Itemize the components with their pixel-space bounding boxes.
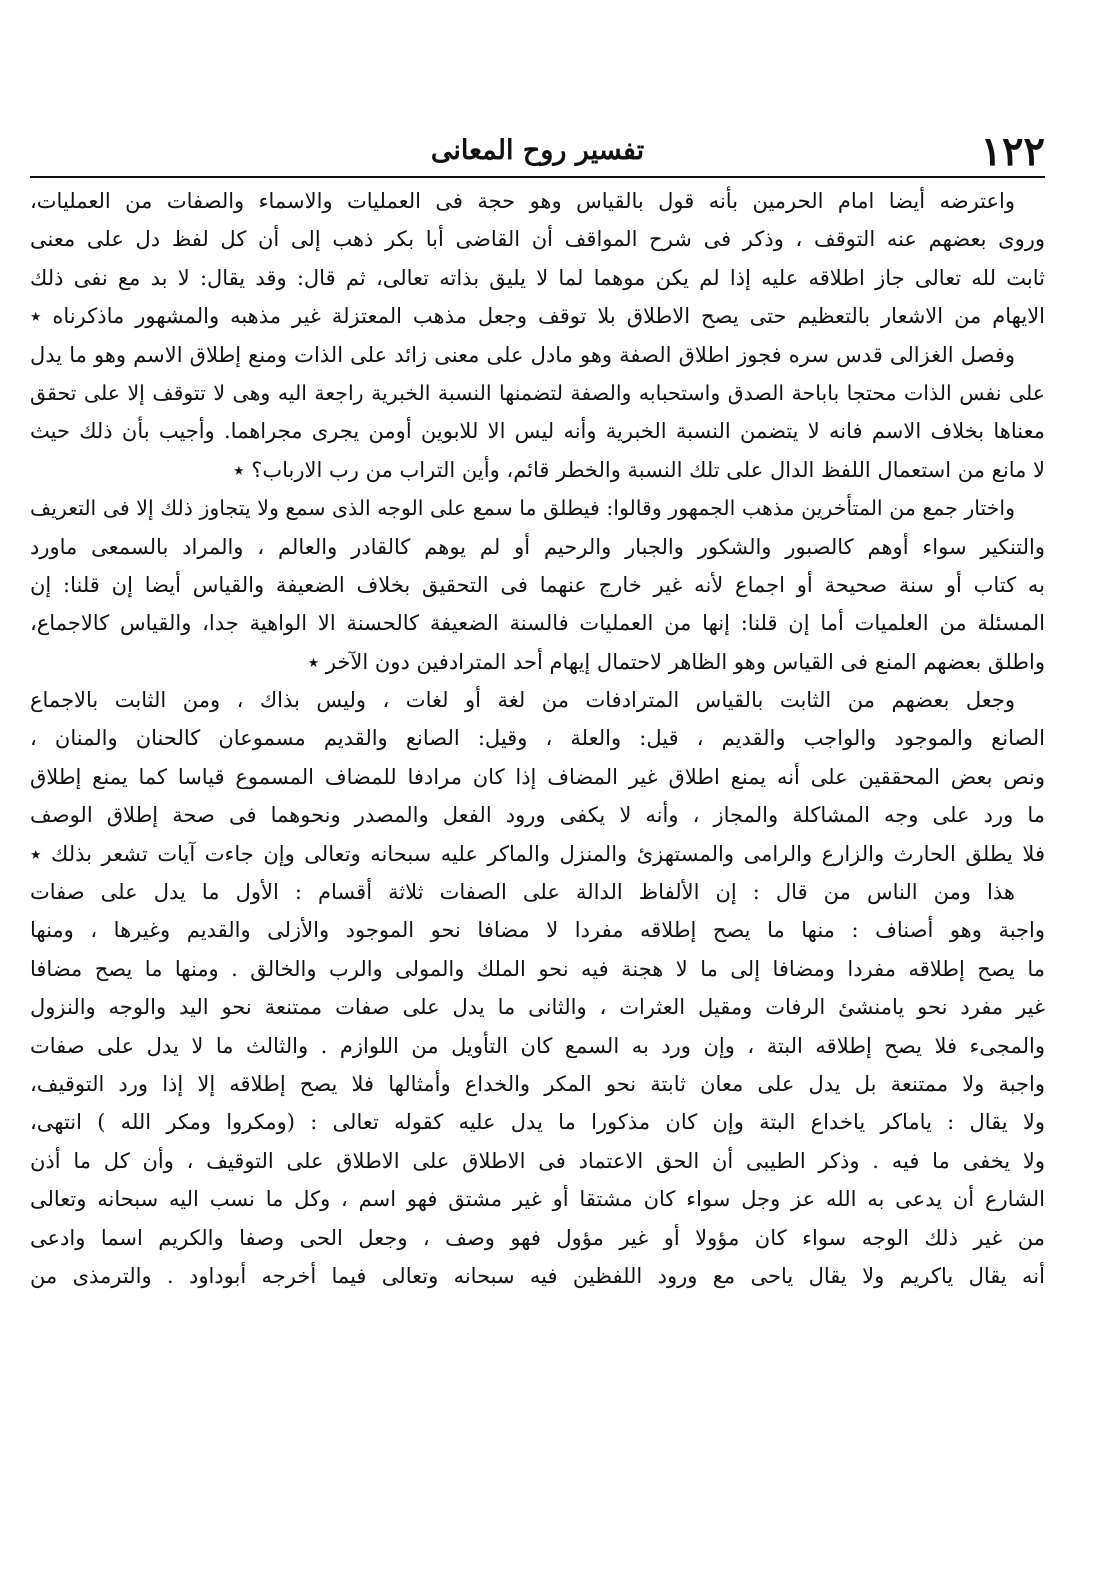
- paragraph: [30, 182, 1045, 336]
- text-line: وفصل الغزالى قدس سره فجوز اطلاق الصفة وهو مادل على معنى زائد على الذات ومنع إطلاق الاسم وهو ما يدل: [30, 342, 1015, 367]
- header-rule: [30, 176, 1045, 178]
- text-line: ما ورد على وجه المشاكلة والمجاز ، وأنه لا يكفى ورود الفعل والمصدر ونحوهما فى صحة إطلاق الوصف: [30, 803, 1045, 828]
- paragraph: [30, 681, 1045, 873]
- text-line: وروى بعضهم عنه التوقف ، وذكر فى شرح المواقف أن القاضى أبا بكر ذهب إلى أن كل لفظ دل على معنى: [30, 227, 1045, 252]
- paragraph: [30, 336, 1045, 490]
- text-line: لا مانع من استعمال اللفظ الدال على تلك النسبة والخطر قائم، وأين التراب من رب الارباب؟ ٭: [233, 457, 1045, 482]
- text-line: من غير ذلك الوجه سواء كان مؤولا أو غير مؤول فهو وصف ، وجعل الحى وصفا والكريم اسما وادعى: [30, 1225, 1045, 1250]
- running-title: تفسير روح المعانى: [430, 135, 645, 166]
- page-header: [30, 128, 1045, 178]
- text-line: وجعل بعضهم من الثابت بالقياس المترادفات من لغة أو لغات ، وليس بذاك ، ومن الثابت بالاجماع: [30, 688, 1015, 713]
- text-line: به كتاب أو سنة صحيحة أو اجماع لأنه غير خارج عنهما فى التحقيق بخلاف الضعيفة والقياس أيضا إن قلنا: إن: [30, 572, 1045, 597]
- text-line: أنه يقال ياكريم ولا يقال ياحى مع ورود اللفظين فيه سبحانه وتعالى فيما أخرجه أبوداود . والترمذى من: [30, 1263, 1045, 1288]
- text-line: واطلق بعضهم المنع فى القياس وهو الظاهر لاحتمال إيهام أحد المترادفين دون الآخر ٭: [307, 649, 1045, 674]
- text-line: غير مفرد نحو يامنشئ الرفات ومقيل العثرات ، والثانى ما يدل على صفات ممتنعة نحو اليد والوجه والنزول: [30, 995, 1045, 1020]
- text-line: الشارع أن يدعى به الله عز وجل سواء كان مشتقا أو غير مشتق فهو اسم ، وكل ما نسب اليه سبحانه وتعالى: [30, 1187, 1045, 1212]
- text-line: هذا ومن الناس من قال : إن الألفاظ الدالة على الصفات ثلاثة أقسام : الأول ما يدل على صفات: [30, 880, 1015, 905]
- text-line: ثابت لله تعالى جاز اطلاقه عليه إذا لم يكن موهما لما لا يليق بذاته تعالى، ثم قال: وقد يقال: لا بد مع نفى ذلك: [30, 265, 1045, 290]
- text-line: واجبة وهو أصناف : منها ما يصح إطلاقه مفردا لا مضافا نحو الموجود والأزلى والقديم وغيرها ، ومنها: [30, 918, 1045, 943]
- text-line: واختار جمع من المتأخرين مذهب الجمهور وقالوا: فيطلق ما سمع على الوجه الذى سمع ولا يتجاوز ذلك إلا فى التعريف: [30, 496, 1015, 521]
- text-line: الصانع والموجود والواجب والقديم ، قيل: والعلة ، وقيل: الصانع والقديم مسموعان كالحنان والمنان ،: [30, 726, 1045, 751]
- page-number: ١٢٢: [980, 128, 1045, 175]
- text-line: ونص بعض المحققين على أنه يمنع اطلاق غير المضاف إذا كان مرادفا للمضاف المسموع قياسا كما يمنع إطلاق: [30, 764, 1045, 789]
- text-line: فلا يطلق الحارث والزارع والرامى والمستهزئ والمنزل والماكر عليه سبحانه وتعالى وإن جاءت آيات تشعر بذلك ٭: [30, 841, 1045, 866]
- text-line: والمجىء فلا يصح إطلاقه البتة ، وإن ورد به السمع كان التأويل من اللوازم . والثالث ما لا يدل على صفات: [30, 1033, 1045, 1058]
- text-line: واعترضه أيضا امام الحرمين بأنه قول بالقياس وهو حجة فى العمليات والاسماء والصفات من العمليات،: [30, 189, 1015, 213]
- text-line: ما يصح إطلاقه مفردا ومضافا إلى ما لا هجنة فيه نحو الملك والمولى والرب والخالق . ومنها ما يصح مضافا: [30, 956, 1045, 981]
- text-line: على نفس الذات محتجا باباحة الصدق واستحبابه والصفة لتضمنها النسبة الخبرية راجعة اليه وهى لا تتوقف إلا على تحقق: [30, 380, 1045, 405]
- text-line: والتنكير سواء أوهم كالصبور والشكور والجبار والرحيم أو لم يوهم كالقادر والعالم ، والمراد بالسمعى ماورد: [30, 534, 1045, 559]
- body-text: [30, 182, 1045, 1295]
- text-line: المسئلة من العلميات أما إن قلنا: إنها من العمليات فالسنة الضعيفة كالحسنة الا الواهية جدا، والقياس كالاجماع،: [30, 611, 1045, 636]
- text-line: ولا يقال : ياماكر ياخداع البتة وإن كان مذكورا ما يدل عليه كقوله تعالى : (ومكروا ومكر الله ) انتهى،: [30, 1110, 1045, 1135]
- text-line: معناها بخلاف الاسم فانه لا يتضمن النسبة الخبرية وأنه ليس الا للابوين أومن يجرى مجراهما. وأجيب بأن ذلك حيث: [30, 419, 1045, 444]
- paragraph: [30, 489, 1045, 681]
- text-line: واجبة ولا ممتنعة بل يدل على معان ثابتة نحو المكر والخداع وأمثالها فلا يصح إطلاقه إلا إذا ورد التوقيف،: [30, 1071, 1045, 1096]
- text-line: الايهام من الاشعار بالتعظيم حتى يصح الاطلاق بلا توقف وجعل مذهب المعتزلة غير مذهبه والمشهور ماذكرناه ٭: [30, 304, 1045, 329]
- text-line: ولا يخفى ما فيه . وذكر الطيبى أن الحق الاعتماد فى الاطلاق على الاطلاق على التوقيف ، وأن كل ما أذن: [30, 1148, 1045, 1173]
- paragraph: [30, 873, 1045, 1295]
